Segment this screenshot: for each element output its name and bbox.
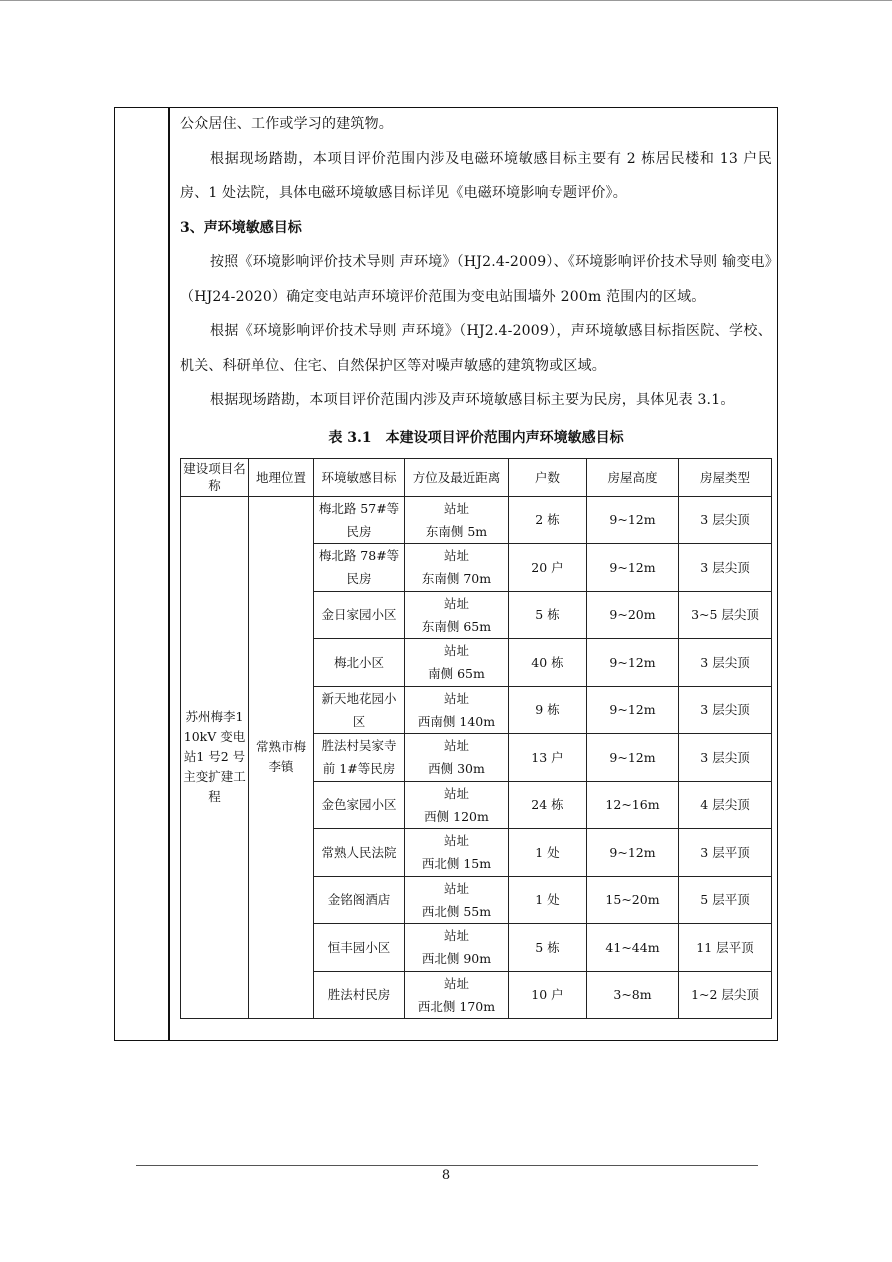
header-target: 环境敏感目标: [314, 458, 405, 496]
distance-text: 西北侧 170m: [417, 998, 496, 1014]
height-cell: 9~12m: [587, 496, 679, 544]
direction-cell: [405, 639, 509, 687]
distance-text: 南侧 65m: [428, 666, 485, 682]
direction-cell: [405, 686, 509, 734]
count-cell: 24 栋: [509, 781, 587, 829]
direction-text: 站址: [443, 785, 469, 801]
type-cell: 3 层尖顶: [679, 686, 772, 734]
height-cell: 9~12m: [587, 734, 679, 782]
height-cell: 15~20m: [587, 876, 679, 924]
header-height: 房屋高度: [587, 458, 679, 496]
top-edge-rule: [0, 0, 892, 1]
type-cell: 3 层平顶: [679, 829, 772, 877]
height-cell: 41~44m: [587, 924, 679, 972]
direction-cell: [405, 496, 509, 544]
count-cell: 1 处: [509, 876, 587, 924]
direction-cell: [405, 876, 509, 924]
frame-column-divider: [168, 107, 170, 1041]
distance-text: 西北侧 55m: [421, 903, 492, 919]
type-cell: 3~5 层尖顶: [679, 591, 772, 639]
type-cell: 3 层尖顶: [679, 544, 772, 592]
count-cell: 1 处: [509, 829, 587, 877]
header-count: 户数: [509, 458, 587, 496]
type-cell: 3 层尖顶: [679, 496, 772, 544]
header-location: 地理位置: [249, 458, 314, 496]
direction-text: 站址: [443, 643, 469, 659]
type-cell: 4 层尖顶: [679, 781, 772, 829]
type-cell: 1~2 层尖顶: [679, 971, 772, 1019]
count-cell: 2 栋: [509, 496, 587, 544]
distance-text: 东南侧 70m: [421, 571, 492, 587]
paragraph-continued: 公众居住、工作或学习的建筑物。: [180, 116, 393, 132]
type-cell: 3 层尖顶: [679, 639, 772, 687]
target-cell: 恒丰园小区: [314, 924, 405, 972]
direction-cell: [405, 924, 509, 972]
count-cell: 10 户: [509, 971, 587, 1019]
direction-text: 站址: [443, 975, 469, 991]
footer-rule: [136, 1165, 758, 1166]
type-cell: 11 层平顶: [679, 924, 772, 972]
target-cell: 金铭阁酒店: [314, 876, 405, 924]
direction-text: 站址: [443, 690, 469, 706]
distance-text: 西侧 30m: [428, 761, 485, 777]
direction-cell: [405, 734, 509, 782]
direction-text: 站址: [443, 738, 469, 754]
paragraph-evaluation-range: 按照《环境影响评价技术导则 声环境》（HJ2.4-2009）、《环境影响评价技术导则 输变电》（HJ24-2020）确定变电站声环境评价范围为变电站围墙外 200m 范围内的区域。: [180, 254, 772, 305]
count-cell: 20 户: [509, 544, 587, 592]
target-cell: 新天地花园小区: [314, 686, 405, 734]
table-row: [181, 496, 772, 544]
project-name-cell: 苏州梅李110kV 变电站1 号2 号主变扩建工程: [181, 496, 249, 1019]
direction-cell: [405, 781, 509, 829]
target-cell: 梅北路 57#等民房: [314, 496, 405, 544]
height-cell: 9~20m: [587, 591, 679, 639]
target-cell: 常熟人民法院: [314, 829, 405, 877]
count-cell: 9 栋: [509, 686, 587, 734]
direction-cell: [405, 971, 509, 1019]
count-cell: 5 栋: [509, 924, 587, 972]
distance-text: 东南侧 5m: [425, 523, 488, 539]
target-cell: 金日家园小区: [314, 591, 405, 639]
height-cell: 12~16m: [587, 781, 679, 829]
target-cell: 胜法村吴家寺前 1#等民房: [314, 734, 405, 782]
target-cell: 梅北小区: [314, 639, 405, 687]
location-cell: 常熟市梅李镇: [249, 496, 314, 1019]
distance-text: 西侧 120m: [424, 808, 489, 824]
table-header-row: [181, 458, 772, 496]
target-cell: 梅北路 78#等民房: [314, 544, 405, 592]
direction-text: 站址: [443, 928, 469, 944]
direction-cell: [405, 544, 509, 592]
header-project: 建设项目名称: [181, 458, 249, 496]
table-caption: 表 3.1 本建设项目评价范围内声环境敏感目标: [328, 429, 624, 446]
distance-text: 西北侧 15m: [421, 856, 492, 872]
direction-text: 站址: [443, 500, 469, 516]
type-cell: 3 层尖顶: [679, 734, 772, 782]
paragraph-target-definition: 根据《环境影响评价技术导则 声环境》（HJ2.4-2009），声环境敏感目标指医院、学校、机关、科研单位、住宅、自然保护区等对噪声敏感的建筑物或区域。: [180, 323, 772, 374]
section-heading: 3、声环境敏感目标: [180, 219, 302, 236]
distance-text: 西北侧 90m: [421, 951, 492, 967]
count-cell: 5 栋: [509, 591, 587, 639]
direction-text: 站址: [443, 595, 469, 611]
distance-text: 东南侧 65m: [421, 618, 492, 634]
direction-text: 站址: [443, 548, 469, 564]
count-cell: 40 栋: [509, 639, 587, 687]
paragraph-em-targets: 根据现场踏勘，本项目评价范围内涉及电磁环境敏感目标主要有 2 栋居民楼和 13 户民房、1 处法院，具体电磁环境敏感目标详见《电磁环境影响专题评价》。: [180, 150, 772, 201]
sensitive-targets-table: [180, 458, 772, 1020]
height-cell: 9~12m: [587, 639, 679, 687]
count-cell: 13 户: [509, 734, 587, 782]
height-cell: 9~12m: [587, 829, 679, 877]
height-cell: 9~12m: [587, 686, 679, 734]
header-type: 房屋类型: [679, 458, 772, 496]
direction-text: 站址: [443, 880, 469, 896]
page-number: 8: [441, 1168, 451, 1183]
height-cell: 3~8m: [587, 971, 679, 1019]
distance-text: 西南侧 140m: [417, 713, 496, 729]
direction-text: 站址: [443, 833, 469, 849]
height-cell: 9~12m: [587, 544, 679, 592]
type-cell: 5 层平顶: [679, 876, 772, 924]
document-body: [180, 107, 772, 1019]
target-cell: 胜法村民房: [314, 971, 405, 1019]
paragraph-target-summary: 根据现场踏勘，本项目评价范围内涉及声环境敏感目标主要为民房，具体见表 3.1。: [210, 392, 735, 408]
direction-cell: [405, 591, 509, 639]
header-direction-distance: 方位及最近距离: [405, 458, 509, 496]
direction-cell: [405, 829, 509, 877]
target-cell: 金色家园小区: [314, 781, 405, 829]
